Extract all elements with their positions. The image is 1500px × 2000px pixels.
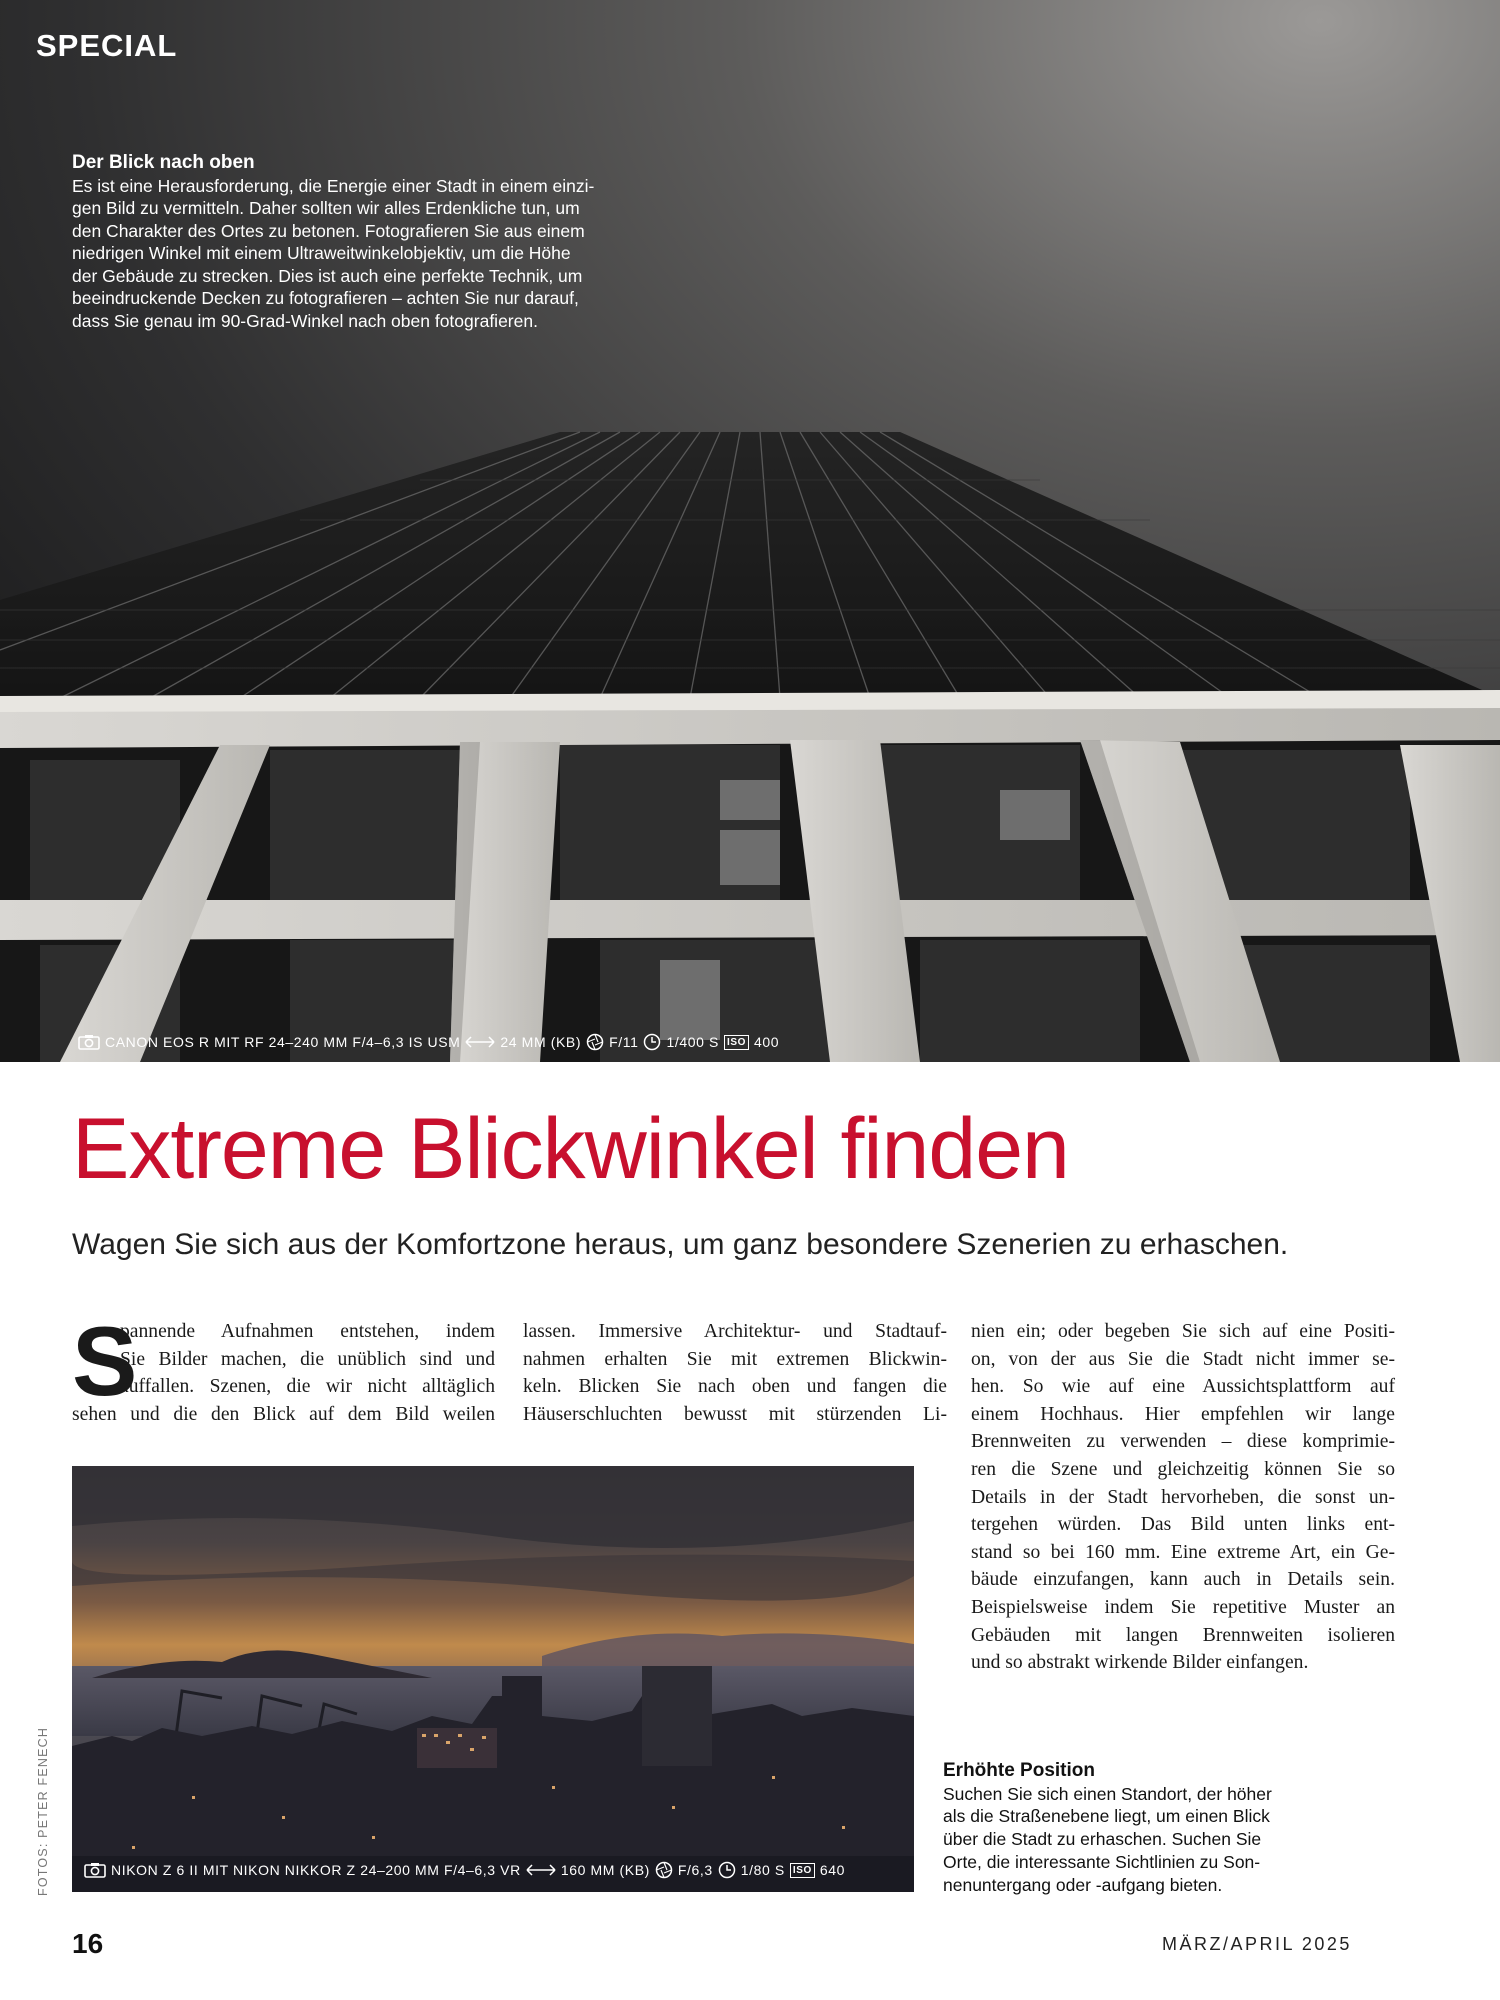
body-line: lassen. Immersive Architektur- und Stadtauf-	[523, 1321, 947, 1342]
body-line: stand so bei 160 mm. Eine extreme Art, ein Ge-	[971, 1541, 1395, 1563]
iso-value: 640	[819, 1862, 846, 1878]
side-caption-line: nenuntergang oder -aufgang bieten.	[943, 1874, 1223, 1895]
body-line: sehen und die den Blick auf dem Bild weilen	[72, 1403, 495, 1425]
hero-caption-line: dass Sie genau im 90-Grad-Winkel nach oben fotografieren.	[72, 310, 538, 331]
issue-date: MÄRZ/APRIL 2025	[1162, 1934, 1352, 1954]
shutter-value: 1/80 S	[740, 1862, 785, 1878]
body-line: auffallen. Szenen, die wir nicht alltäglich	[120, 1376, 495, 1398]
body-line: und so abstrakt wirkende Bilder einfangen.	[971, 1652, 1309, 1674]
iso-icon: ISO	[790, 1863, 815, 1878]
hero-caption-line: gen Bild zu vermitteln. Daher sollten wir alles Erdenkliche tun, um	[72, 198, 580, 218]
side-caption	[943, 1760, 1323, 1896]
photo2-exif-line	[84, 1861, 845, 1879]
headline: Extreme Blickwinkel finden	[72, 1101, 1069, 1197]
body-line: keln. Blicken Sie nach oben und fangen die	[523, 1376, 947, 1398]
aperture-icon	[586, 1033, 604, 1051]
city-sunset-photo	[72, 1466, 914, 1892]
city-skyline-image	[72, 1466, 914, 1892]
body-line: on, von der aus Sie die Stadt nicht immer se-	[971, 1348, 1395, 1370]
iso-icon: ISO	[724, 1035, 749, 1050]
body-column-3	[971, 1318, 1395, 1677]
shutter-value: 1/400 S	[666, 1034, 719, 1050]
side-caption-line: Orte, die interessante Sichtlinien zu Son-	[943, 1851, 1261, 1872]
aperture-value: F/11	[609, 1034, 639, 1050]
body-line: nien ein; oder begeben Sie sich auf eine Positi-	[971, 1321, 1395, 1342]
camera-model: NIKON Z 6 II MIT NIKON NIKKOR Z 24–200 MM F/4–6,3 VR	[111, 1862, 521, 1878]
side-caption-line: über die Stadt zu erhaschen. Suchen Sie	[943, 1829, 1262, 1850]
shutter-icon	[643, 1033, 661, 1051]
body-line: tergehen würden. Das Bild unten links ent-	[971, 1514, 1395, 1536]
body-line: ren die Szene und gleichzeitig können Sie so	[971, 1458, 1395, 1480]
hero-caption	[72, 152, 672, 332]
body-line: Sie Bilder machen, die unüblich sind und	[120, 1348, 495, 1370]
hero-caption-line: Es ist eine Herausforderung, die Energie einer Stadt in einem einzi-	[72, 175, 595, 196]
body-line: hen. So wie auf eine Aussichtsplattform auf	[971, 1376, 1395, 1398]
drop-cap: S	[72, 1306, 138, 1416]
aperture-value: F/6,3	[677, 1862, 713, 1878]
iso-value: 400	[753, 1034, 780, 1050]
body-line: Brennweiten zu verwenden – diese komprimie-	[971, 1431, 1395, 1453]
hero-caption-line: niedrigen Winkel mit einem Ultraweitwinkelobjektiv, um die Höhe	[72, 243, 571, 263]
subheadline: Wagen Sie sich aus der Komfortzone heraus, um ganz besondere Szenerien zu erhaschen.	[72, 1228, 1289, 1261]
hero-caption-line: beeindruckende Decken zu fotografieren – achten Sie nur darauf,	[72, 288, 579, 308]
body-line: Häuserschluchten bewusst mit stürzenden Li-	[523, 1403, 947, 1425]
body-line: nahmen erhalten Sie mit extremen Blickwin-	[523, 1348, 947, 1370]
body-line: bäude einzufangen, kann auch in Details sein.	[971, 1569, 1395, 1591]
focal-length: 24 MM (KB)	[500, 1034, 582, 1050]
camera-icon	[84, 1862, 106, 1878]
body-line: Details in der Stadt hervorheben, die sonst un-	[971, 1486, 1395, 1508]
shutter-icon	[718, 1861, 736, 1879]
body-line: einem Hochhaus. Hier empfehlen wir lange	[971, 1403, 1395, 1425]
focal-length: 160 MM (KB)	[560, 1862, 650, 1878]
body-column-1	[72, 1306, 495, 1428]
body-line: Gebäuden mit langen Brennweiten isolieren	[971, 1624, 1395, 1646]
body-column-2	[523, 1318, 947, 1428]
section-tag: SPECIAL	[36, 28, 178, 63]
body-line: Beispielsweise indem Sie repetitive Muster an	[971, 1596, 1395, 1618]
side-caption-line: Suchen Sie sich einen Standort, der höher	[943, 1783, 1272, 1804]
page-number: 16	[72, 1928, 104, 1959]
hero-caption-line: den Charakter des Ortes zu betonen. Fotografieren Sie aus einem	[72, 220, 585, 241]
hero-caption-line: der Gebäude zu strecken. Dies ist auch eine perfekte Technik, um	[72, 265, 583, 286]
hero-caption-title: Der Blick nach oben	[72, 152, 255, 173]
body-line: pannende Aufnahmen entstehen, indem	[120, 1321, 495, 1342]
camera-model: CANON EOS R MIT RF 24–240 MM F/4–6,3 IS USM	[105, 1034, 461, 1050]
focal-length-icon	[526, 1864, 556, 1876]
aperture-icon	[655, 1861, 673, 1879]
hero-exif-line	[78, 1033, 779, 1051]
side-caption-title: Erhöhte Position	[943, 1760, 1095, 1781]
photo-credit: FOTOS: PETER FENECH	[36, 1726, 50, 1896]
camera-icon	[78, 1034, 100, 1050]
side-caption-line: als die Straßenebene liegt, um einen Blick	[943, 1806, 1270, 1827]
focal-length-icon	[465, 1036, 495, 1048]
